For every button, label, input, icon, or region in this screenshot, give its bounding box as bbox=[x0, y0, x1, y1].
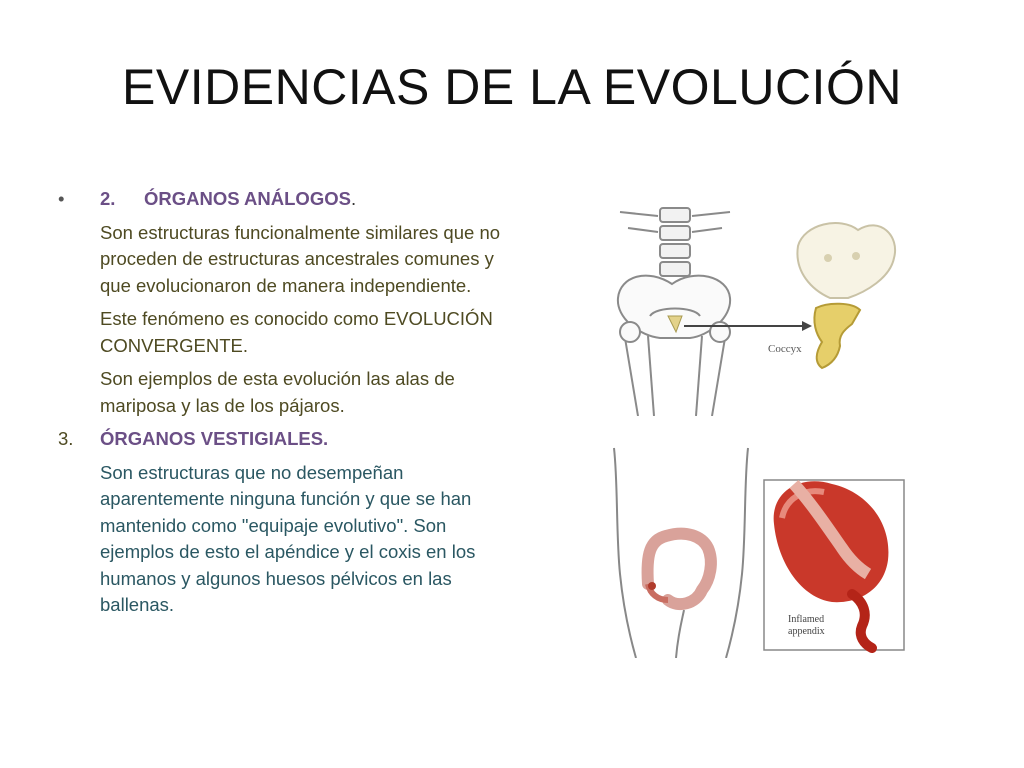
item-2-paragraph-3: Son ejemplos de esta evolución las alas de mariposa y las de los pájaros. bbox=[100, 368, 455, 416]
appendix-illustration bbox=[606, 444, 906, 658]
item-3-heading-row bbox=[58, 426, 508, 453]
item-2-period: . bbox=[350, 188, 357, 209]
item-2-number: 2. bbox=[100, 188, 116, 209]
item-2-heading: ÓRGANOS ANÁLOGOS bbox=[144, 188, 351, 209]
slide-title: EVIDENCIAS DE LA EVOLUCIÓN bbox=[122, 59, 902, 115]
coccyx-label: Coccyx bbox=[768, 343, 802, 355]
item-3-number: 3. bbox=[58, 428, 74, 449]
appendix-label-line1: Inflamed bbox=[788, 614, 825, 625]
item-2-paragraph-1: Son estructuras funcionalmente similares que no proceden de estructuras ancestrales comunes y que evolucionaron de manera independiente. bbox=[100, 221, 501, 296]
item-2-paragraph-2: Este fenómeno es conocido como EVOLUCIÓN CONVERGENTE. bbox=[100, 308, 493, 356]
slide-body bbox=[58, 186, 508, 619]
item-3-heading: ÓRGANOS VESTIGIALES. bbox=[100, 428, 329, 449]
appendix-label-line2: appendix bbox=[788, 626, 825, 637]
item-3-paragraph: Son estructuras que no desempeñan aparentemente ninguna función y que se han mantenido como "equipaje evolutivo". Son ejemplos de esto el apéndice y el coxis en los humanos y algunos huesos pélvicos en las ballenas. bbox=[100, 461, 476, 615]
item-2-heading-row bbox=[58, 186, 508, 213]
coccyx-illustration bbox=[590, 206, 912, 416]
bullet-icon: • bbox=[58, 188, 65, 209]
